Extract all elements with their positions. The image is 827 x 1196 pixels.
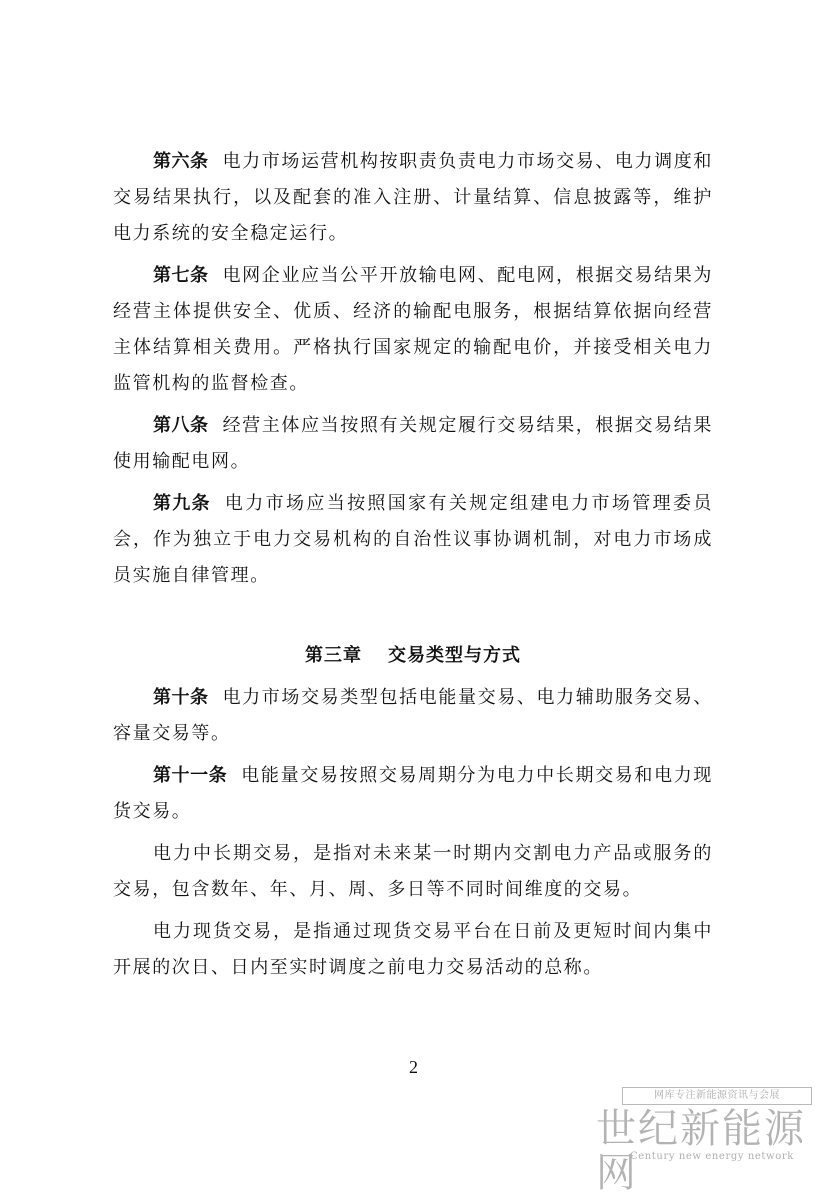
article-text: 电力市场应当按照国家有关规定组建电力市场管理委员会，作为独立于电力交易机构的自治性议事协调机制，对电力市场成员实施自律管理。 (113, 493, 714, 586)
article-heading: 第十一条 (153, 765, 228, 786)
article-7 (113, 258, 713, 402)
watermark-english: Century new energy network (630, 1151, 794, 1162)
paragraph-text: 电力中长期交易，是指对未来某一时期内交割电力产品或服务的交易，包含数年、年、月、周、多日等不同时间维度的交易。 (113, 843, 713, 900)
body-paragraph (113, 836, 713, 908)
body-paragraph (113, 914, 713, 986)
article-text: 电力市场运营机构按职责负责电力市场交易、电力调度和交易结果执行，以及配套的准入注册、计量结算、信息披露等，维护电力系统的安全稳定运行。 (113, 151, 714, 244)
article-9 (113, 486, 713, 594)
chapter-title: 交易类型与方式 (388, 645, 521, 666)
article-heading: 第六条 (153, 151, 209, 172)
article-6 (113, 144, 713, 252)
document-body (113, 144, 713, 986)
article-text: 电网企业应当公平开放输电网、配电网，根据交易结果为经营主体提供安全、优质、经济的输配电服务，根据结算依据向经营主体结算相关费用。严格执行国家规定的输配电价，并接受相关电力监管机构的监督检查。 (113, 265, 714, 394)
article-10 (113, 680, 713, 752)
paragraph-text: 电力现货交易，是指通过现货交易平台在日前及更短时间内集中开展的次日、日内至实时调度之前电力交易活动的总称。 (113, 921, 713, 978)
chapter-number: 第三章 (305, 645, 362, 666)
article-8 (113, 408, 713, 480)
article-heading: 第八条 (153, 415, 209, 436)
watermark-logo (590, 1085, 820, 1196)
watermark-title: 世纪新能源网 (596, 1106, 806, 1196)
page-number: 2 (409, 1057, 418, 1077)
article-heading: 第七条 (153, 265, 209, 286)
article-heading: 第九条 (153, 493, 211, 514)
chapter-heading (113, 638, 713, 674)
article-11 (113, 758, 713, 830)
article-text: 经营主体应当按照有关规定履行交易结果，根据交易结果使用输配电网。 (113, 415, 714, 472)
article-text: 电力市场交易类型包括电能量交易、电力辅助服务交易、容量交易等。 (113, 687, 714, 744)
watermark-tagline: 网库专注新能源资讯与会展 (622, 1087, 812, 1105)
article-heading: 第十条 (153, 687, 209, 708)
article-text: 电能量交易按照交易周期分为电力中长期交易和电力现货交易。 (113, 765, 714, 822)
